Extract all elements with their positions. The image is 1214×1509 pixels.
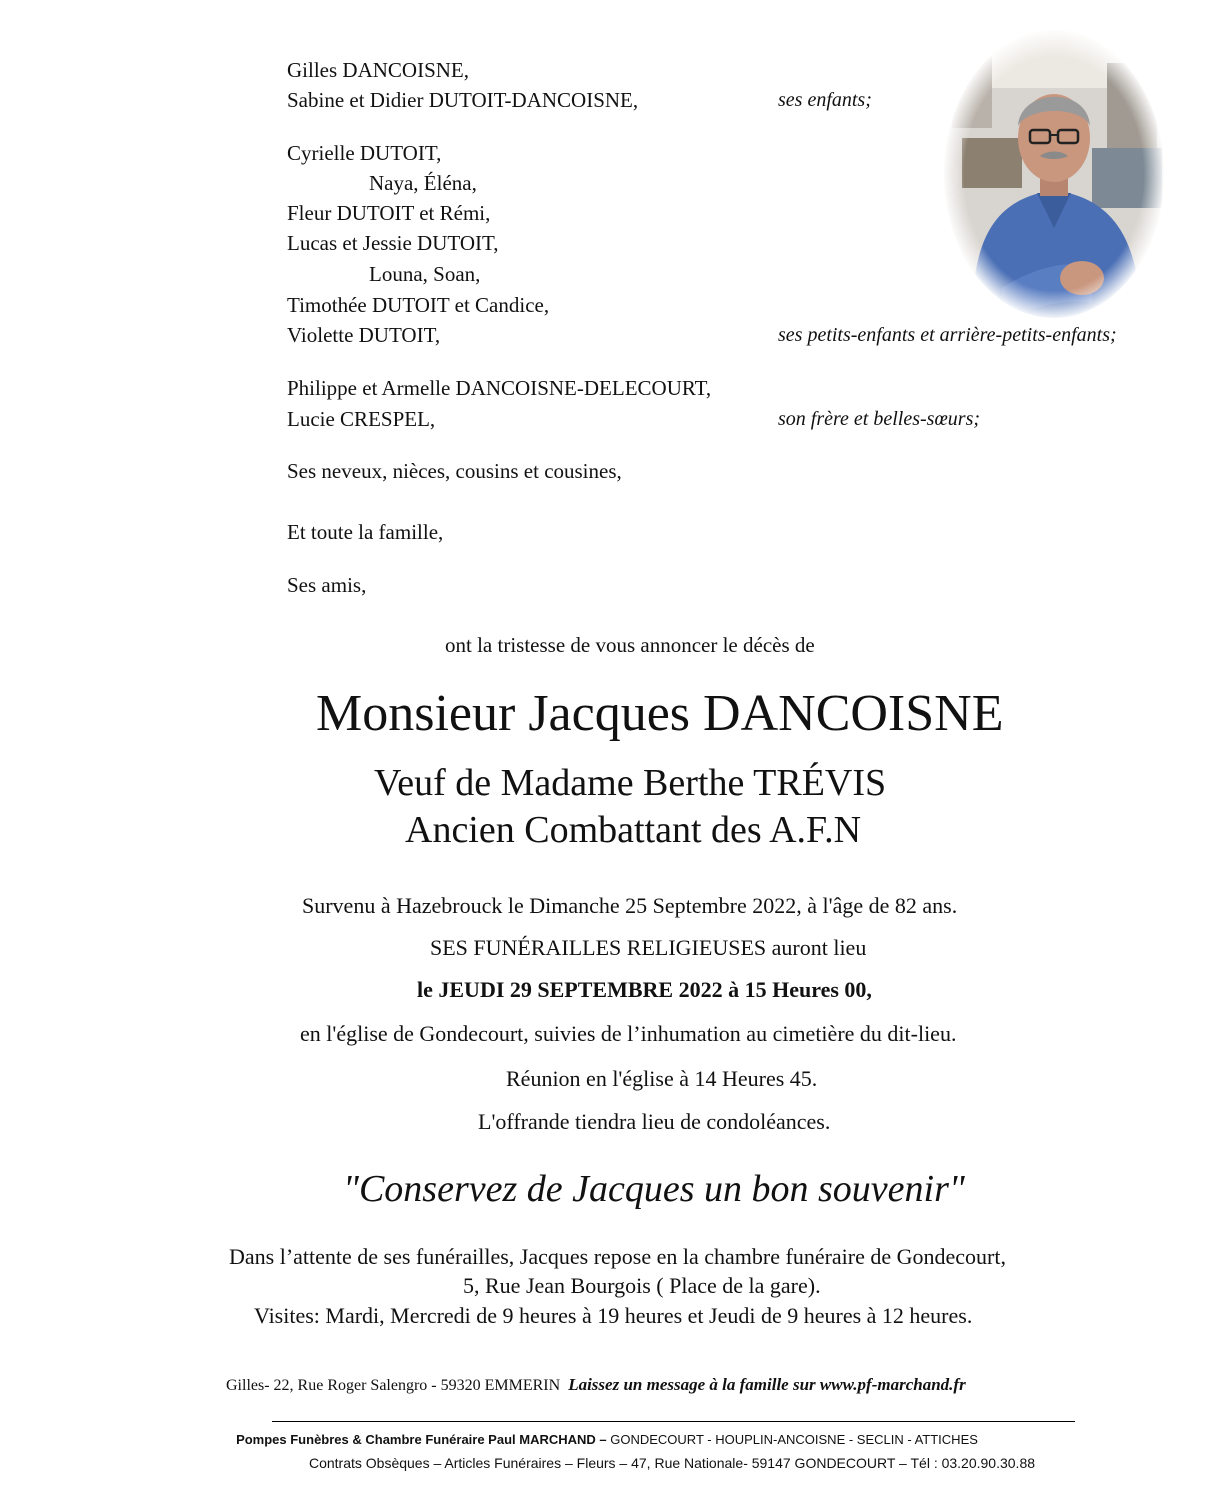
relation-grandchildren: ses petits-enfants et arrière-petits-enfants;: [778, 324, 1117, 346]
deceased-name: Monsieur Jacques DANCOISNE: [316, 685, 1004, 742]
veteran-line: Ancien Combattant des A.F.N: [405, 809, 862, 851]
great-grandchild-name: Naya, Éléna,: [369, 171, 477, 195]
grandchild-name: Cyrielle DUTOIT,: [287, 141, 442, 165]
sibling-name: Philippe et Armelle DANCOISNE-DELECOURT,: [287, 376, 712, 400]
announcement-intro: ont la tristesse de vous annoncer le décès de: [445, 633, 815, 657]
footer-company: [0, 1432, 1214, 1447]
memorial-quote: "Conservez de Jacques un bon souvenir": [343, 1168, 965, 1210]
footer-contact: Contrats Obsèques – Articles Funéraires – Fleurs – 47, Rue Nationale- 59147 GONDECOURT – Tél : 03.20.90.30.88: [308, 1455, 1036, 1471]
family-line: Et toute la famille,: [287, 520, 444, 544]
sibling-name: Lucie CRESPEL,: [287, 407, 436, 431]
great-grandchild-name: Louna, Soan,: [369, 262, 481, 286]
company-towns: GONDECOURT - HOUPLIN-ANCOISNE - SECLIN - ATTICHES: [606, 1432, 978, 1447]
child-name: Gilles DANCOISNE,: [287, 58, 469, 82]
funeral-location: en l'église de Gondecourt, suivies de l’inhumation au cimetière du dit-lieu.: [300, 1021, 957, 1046]
family-address: Gilles- 22, Rue Roger Salengro - 59320 EMMERIN: [226, 1377, 561, 1394]
widower-line: Veuf de Madame Berthe TRÉVIS: [374, 762, 887, 804]
meeting-time: Réunion en l'église à 14 Heures 45.: [506, 1066, 818, 1091]
website-message[interactable]: Laissez un message à la famille sur www.pf-marchand.fr: [568, 1375, 966, 1394]
grandchild-name: Violette DUTOIT,: [287, 323, 441, 347]
visits-line-3: Visites: Mardi, Mercredi de 9 heures à 19 heures et Jeudi de 9 heures à 12 heures.: [254, 1303, 973, 1328]
company-name: Pompes Funèbres & Chambre Funéraire Paul MARCHAND –: [236, 1432, 607, 1447]
relation-siblings: son frère et belles-sœurs;: [778, 408, 981, 430]
child-name: Sabine et Didier DUTOIT-DANCOISNE,: [287, 88, 639, 112]
visits-line-2: 5, Rue Jean Bourgois ( Place de la gare).: [463, 1273, 821, 1298]
grandchild-name: Timothée DUTOIT et Candice,: [287, 293, 550, 317]
relation-children: ses enfants;: [778, 89, 872, 111]
footer-divider: [272, 1421, 1075, 1422]
portrait-photo: [942, 28, 1166, 320]
funeral-intro: SES FUNÉRAILLES RELIGIEUSES auront lieu: [430, 935, 867, 960]
grandchild-name: Fleur DUTOIT et Rémi,: [287, 201, 491, 225]
grandchild-name: Lucas et Jessie DUTOIT,: [287, 231, 499, 255]
offering-note: L'offrande tiendra lieu de condoléances.: [478, 1109, 831, 1134]
friends-line: Ses amis,: [287, 573, 367, 597]
visits-line-1: Dans l’attente de ses funérailles, Jacques repose en la chambre funéraire de Gondecourt,: [229, 1244, 1006, 1269]
contact-line: [226, 1375, 966, 1395]
death-details: Survenu à Hazebrouck le Dimanche 25 Septembre 2022, à l'âge de 82 ans.: [302, 893, 958, 918]
funeral-date: le JEUDI 29 SEPTEMBRE 2022 à 15 Heures 00,: [417, 977, 872, 1002]
nephews-line: Ses neveux, nièces, cousins et cousines,: [287, 459, 622, 483]
